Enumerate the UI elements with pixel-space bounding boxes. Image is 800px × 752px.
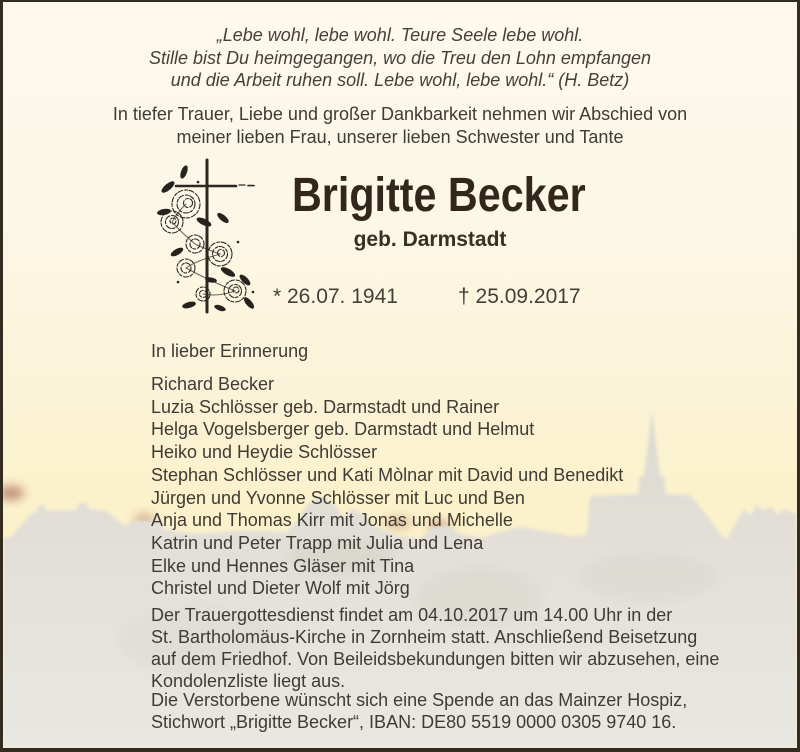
mourner-name: Heiko und Heydie Schlösser bbox=[151, 442, 378, 463]
mourner-name: Jürgen und Yvonne Schlösser mit Luc und Ben bbox=[151, 487, 525, 508]
intro-line: In tiefer Trauer, Liebe und großer Dankbarkeit nehmen wir Abschied von bbox=[112, 104, 688, 124]
donation-information bbox=[151, 689, 687, 733]
donation-line: Stichwort „Brigitte Becker“, IBAN: DE80 5519 0000 0305 9740 16. bbox=[151, 712, 677, 732]
remembrance-heading: In lieber Erinnerung bbox=[151, 341, 309, 361]
verse-line: Stille bist Du heimgegangen, wo die Treu den Lohn empfangen bbox=[149, 47, 651, 68]
intro-line: meiner lieben Frau, unserer lieben Schwester und Tante bbox=[176, 127, 624, 147]
notice-content bbox=[3, 2, 797, 748]
mourner-name: Anja und Thomas Kirr mit Jonas und Michelle bbox=[151, 510, 513, 531]
service-information bbox=[151, 604, 719, 692]
maiden-name: geb. Darmstadt bbox=[353, 228, 507, 251]
service-line: Kondolenzliste liegt aus. bbox=[151, 671, 346, 691]
mourner-name: Helga Vogelsberger geb. Darmstadt und Helmut bbox=[151, 419, 535, 440]
donation-line: Die Verstorbene wünscht sich eine Spende an das Mainzer Hospiz, bbox=[151, 690, 688, 710]
mourner-name: Luzia Schlösser geb. Darmstadt und Rainer bbox=[151, 396, 500, 417]
deceased-name: Brigitte Becker bbox=[291, 169, 586, 222]
mourner-name: Stephan Schlösser und Kati Mòlnar mit David und Benedikt bbox=[151, 464, 624, 485]
birth-date: * 26.07. 1941 bbox=[273, 285, 398, 308]
mourner-name: Richard Becker bbox=[151, 374, 275, 394]
mourner-name: Katrin und Peter Trapp mit Julia und Lena bbox=[151, 532, 484, 553]
mourner-name: Elke und Hennes Gläser mit Tina bbox=[151, 555, 415, 576]
mourners-list bbox=[151, 373, 623, 600]
life-dates bbox=[3, 285, 797, 311]
mourner-name: Christel und Dieter Wolf mit Jörg bbox=[151, 578, 410, 599]
service-line: St. Bartholomäus-Kirche in Zornheim statt. Anschließend Beisetzung bbox=[151, 627, 698, 647]
verse-line: und die Arbeit ruhen soll. Lebe wohl, lebe wohl.“ (H. Betz) bbox=[170, 70, 630, 90]
mourning-introduction bbox=[3, 103, 797, 149]
verse-line: „Lebe wohl, lebe wohl. Teure Seele lebe wohl. bbox=[216, 25, 584, 45]
opening-verse bbox=[3, 24, 797, 92]
service-line: Der Trauergottesdienst findet am 04.10.2017 um 14.00 Uhr in der bbox=[151, 605, 673, 625]
death-date: † 25.09.2017 bbox=[458, 285, 581, 308]
service-line: auf dem Friedhof. Von Beileidsbekundungen bitten wir abzusehen, eine bbox=[151, 649, 720, 669]
